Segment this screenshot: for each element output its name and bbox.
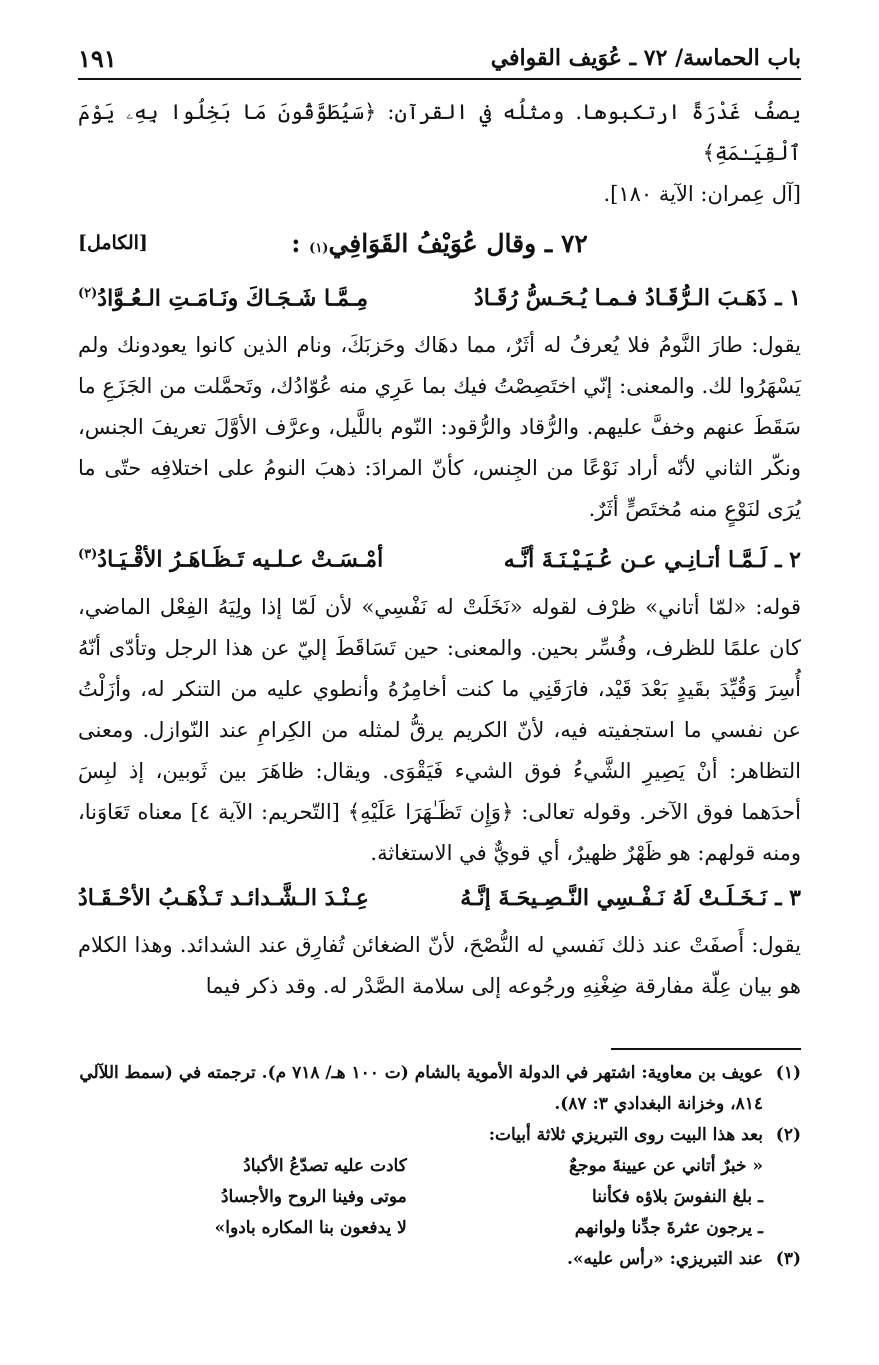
poem-line bbox=[78, 1182, 763, 1213]
footnote-number: (٢) bbox=[775, 1125, 801, 1145]
verse-second-hemistich: عِـنْـدَ الـشَّـدائـد تَـذْهَـبُ الأحْـقَـادُ bbox=[78, 884, 369, 911]
main-text bbox=[78, 92, 801, 1007]
footnote-1 bbox=[78, 1058, 801, 1120]
footnote-text: بعد هذا البيت روى التبريزي ثلاثة أبيات: bbox=[488, 1125, 763, 1145]
poem-second-hemistich: كادت عليه تصدّعُ الأكبادُ bbox=[243, 1156, 407, 1176]
section-heading bbox=[78, 223, 801, 269]
section-colon: : bbox=[291, 229, 301, 258]
footnote-poem bbox=[78, 1151, 801, 1244]
verse-second-text: مِـمَّـا شَـجَـاكَ ونَـامَـتِ الـعُـوَّادُ bbox=[97, 285, 369, 312]
verse-number: ٢ ـ bbox=[775, 546, 801, 573]
verse-first-hemistich: ذَهَـبَ الـرُّقَـادُ فـمـا يُـحَـسُّ رُقَـادُ bbox=[473, 285, 768, 312]
section-title: ٧٢ ـ وقال عُوَيْفُ القَوَافِي bbox=[328, 229, 588, 258]
footnote-ref-2: (٢) bbox=[78, 286, 98, 301]
header-title: باب الحماسة/ ٧٢ ـ عُوَيف القوافي bbox=[490, 45, 801, 71]
verse-2 bbox=[78, 534, 801, 580]
poem-first-hemistich: ـ يرجون عثرةَ جدِّنا ولوانهم bbox=[574, 1218, 763, 1238]
intro-line-1: يصفُ غَدْرَةً ارتكبوها. ومثلُه في القرآن: ﴿سَيُطَوَّقُونَ مَا بَخِلُوا بِهِۦ يَوْمَ ٱلْقِيَـٰمَةِ﴾ bbox=[78, 100, 801, 165]
verse-first-hemistich: لَـمَّـا أتـانِـي عـن عُـيَـيْـنَـةَ أنَّـه bbox=[503, 546, 768, 573]
footnote-number: (٣) bbox=[775, 1249, 801, 1269]
footnote-ref-1: (١) bbox=[309, 241, 329, 256]
footnote-separator bbox=[611, 1048, 801, 1050]
poem-line bbox=[78, 1151, 763, 1182]
verse-second-hemistich bbox=[78, 273, 447, 319]
poem-first-hemistich: ـ بلغ النفوسَ بلاؤه فكأننا bbox=[592, 1187, 763, 1207]
footnote-ref-3: (٣) bbox=[78, 547, 98, 563]
footnote-number: (١) bbox=[775, 1063, 801, 1083]
verse-number: ٣ ـ bbox=[775, 884, 801, 911]
verse-first-hemistich: نَـخَـلَـتْ لَهُ نَـفْـسِي النَّـصِـيحَـةَ إنَّـهُ bbox=[460, 884, 768, 911]
page-number: ١٩١ bbox=[78, 43, 117, 73]
commentary-verse-1: يقول: طارَ النَّومُ فلا يُعرفُ له أثَرٌ، مما دهَاك وحَزبَكَ، ونام الذين كانوا يعودونك ولم يَسْهَرُوا لك. والمعنى: إنّي اختَصِصْتُ فيك بما عَرِي منه عُوّادُك، وتَحمَّلت من الجَزَعِ ما سَقَطَ عنهم وخفَّ عليهم. والرُّقاد والرُّقود: النّوم باللَّيل، وعرَّف الأوَّلَ تعريفَ الجنس، ونكّر الثاني لأنّه أراد نَوْعًا من الجِنس، كأنّ المرادَ: ذهبَ النومُ على اختلافِه حتّى ما يُرَى لنَوْعٍ منه مُختَصٍّ أثَرٌ. bbox=[78, 333, 801, 522]
running-header bbox=[78, 38, 801, 80]
commentary-verse-2: قوله: «لمّا أتاني» ظرْف لقوله «نَخَلَتْ له نَفْسِي» لأن لَمّا إذا ولِيَهُ الفِعْل الماضي، كان علمًا للظرف، وفُسِّر بحين. والمعنى: حين تَسَاقَطَ إليّ عن هذا الرجل وتأدّى أنّهُ أُسِرَ وَقُيِّدَ بقَيدٍ بَعْدَ قَيْد، فارَقَنِي ما كنت أخامِرُهُ وأنطوي عليه من التنكر له، وأزَلْتُ عن نفسي ما استجفيته فيه، لأنّ الكريم يرقُّ لمثله من الكِرامِ عند النّوازل. ومعنى التظاهر: أنْ يَصِيرِ الشَّيءُ فوق الشيء فَيَقْوَى. ويقال: ظاهَرَ بين ثَوبين، إذ لبِسَ أحدَهما فوق الآخر. وقوله تعالى: ﴿وَإِن تَظَـٰهَرَا عَلَيْهِ﴾ [التّحريم: الآية ٤] معناه تَعَاوَنا، ومنه قولهم: هو ظَهْرٌ ظهيرٌ، أي قويٌّ في الاستغاثة. bbox=[78, 594, 801, 865]
footnotes bbox=[78, 1058, 801, 1275]
poem-line bbox=[78, 1213, 763, 1244]
poem-second-hemistich: موتى وفينا الروح والأجسادُ bbox=[220, 1187, 407, 1207]
verse-1 bbox=[78, 273, 801, 319]
poem-first-hemistich: « خبرٌ أتاني عن عيينةَ موجعٌ bbox=[569, 1156, 763, 1176]
footnote-2 bbox=[78, 1120, 801, 1151]
footnote-3 bbox=[78, 1244, 801, 1275]
verse-3 bbox=[78, 878, 801, 919]
poem-second-hemistich: لا يدفعون بنا المكاره بادوا» bbox=[214, 1218, 407, 1238]
commentary-verse-3: يقول: أَصفَتْ عند ذلك نَفسي له النُّصْحَ، لأنّ الضغائن تُفارِق عند الشدائد. وهذا الكلام هو بيان عِلّة مفارقة ضِغْنِهِ ورجُوعه إلى سلامة الصَّدْر له. وقد ذكر فيما bbox=[78, 932, 801, 998]
footnote-text: عند التبريزي: «رأس عليه». bbox=[566, 1249, 763, 1269]
footnote-text: عويف بن معاوية: اشتهر في الدولة الأموية بالشام (ت ١٠٠ هـ/ ٧١٨ م). ترجمته في (سمط اللآلي ٨١٤، وخزانة البغدادي ٣: ٨٧). bbox=[79, 1063, 763, 1114]
verse-second-hemistich bbox=[78, 534, 447, 580]
verse-second-text: أمْـسَـتْ عـلـيه تَـظَـاهَـرُ الأقْـيَـادُ bbox=[97, 546, 384, 573]
intro-line-2: [آل عِمران: الآية ١٨٠]. bbox=[603, 182, 801, 206]
meter-label: [الكامل] bbox=[78, 232, 148, 254]
verse-number: ١ ـ bbox=[775, 285, 801, 312]
